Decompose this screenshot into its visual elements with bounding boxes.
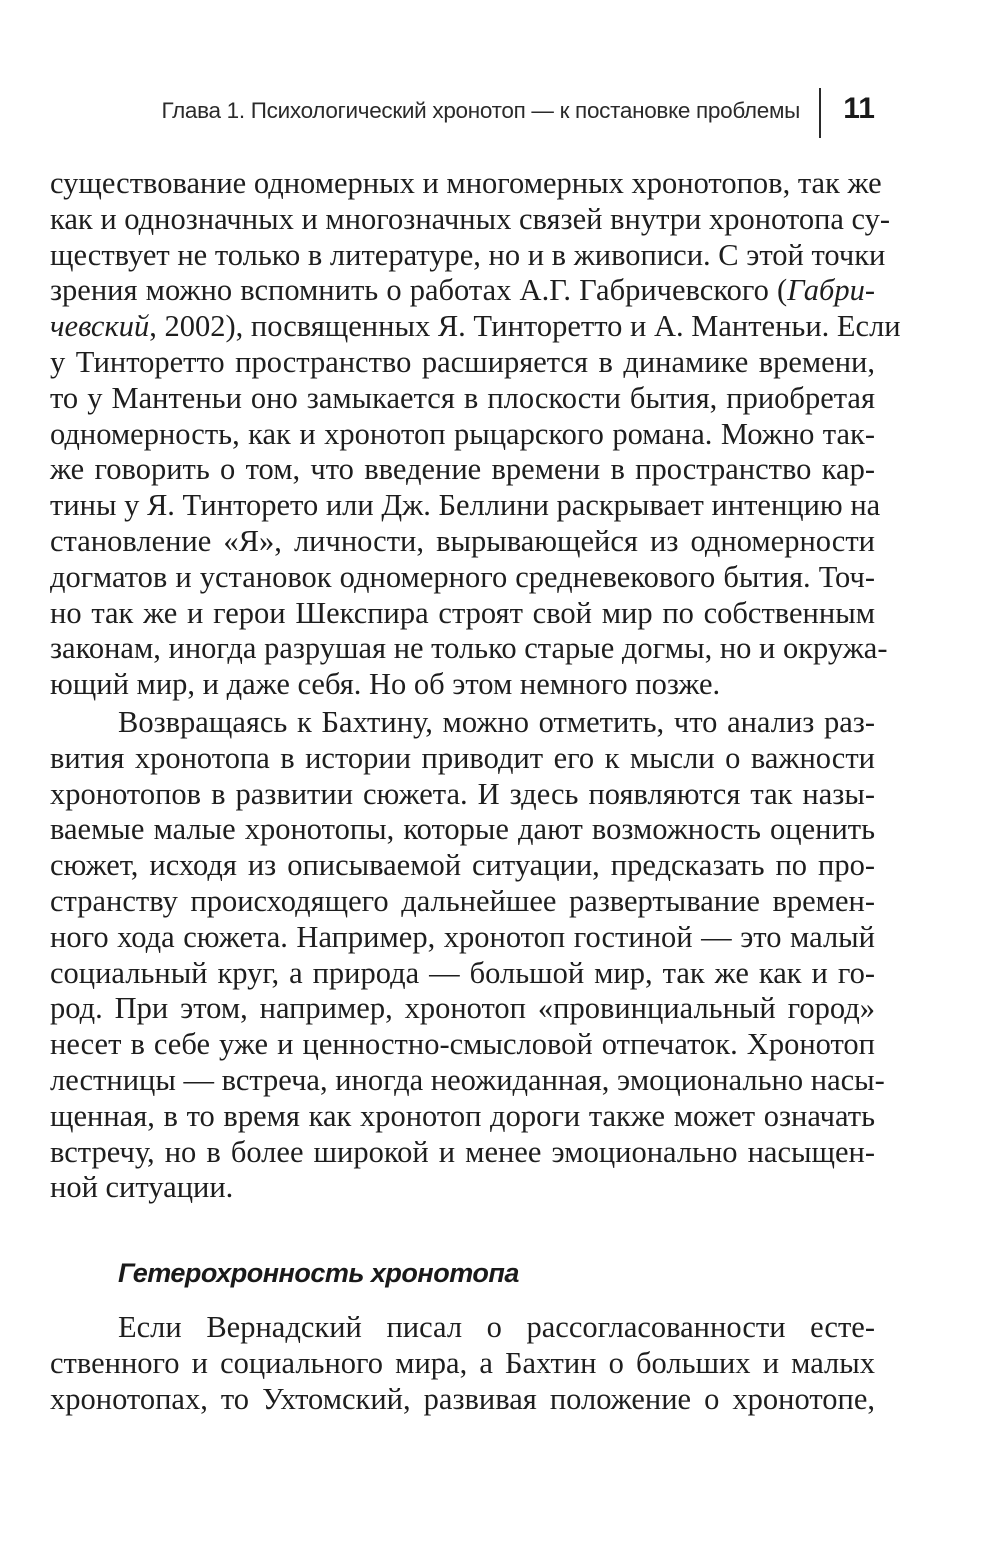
- text-line: [50, 273, 875, 309]
- text-line: ваемые малые хронотопы, которые дают возможность оценить: [50, 812, 875, 847]
- text-line: несет в себе уже и ценностно-смысловой отпечаток. Хронотоп: [50, 1027, 875, 1062]
- text-line: становление «Я», личности, вырывающейся из одномерности: [50, 523, 875, 558]
- text-line: законам, иногда разрушая не только старые догмы, но и окружа-: [50, 631, 888, 666]
- text-line: щенная, в то время как хронотоп дороги также может означать: [50, 1098, 875, 1133]
- paragraph-2: [50, 705, 885, 1206]
- citation-author: чевский: [50, 309, 150, 344]
- text-line: [50, 309, 901, 345]
- text-segment: , 2002), посвященных Я. Тинторетто и А. Мантеньи. Если: [149, 309, 901, 344]
- text-line: догматов и установок одномерного средневекового бытия. Точ-: [50, 559, 875, 594]
- text-line: существование одномерных и многомерных хронотопов, так же: [50, 166, 882, 200]
- text-line: Возвращаясь к Бахтину, можно отметить, что анализ раз-: [118, 705, 875, 739]
- text-line: одномерность, как и хронотоп рыцарского романа. Можно так-: [50, 416, 875, 451]
- text-line: хронотопов в развитии сюжета. И здесь появляются так назы-: [50, 776, 875, 811]
- text-line: встречу, но в более широкой и менее эмоционально насыщен-: [50, 1134, 875, 1169]
- text-line: но так же и герои Шекспира строят свой мир по собственным: [50, 595, 875, 630]
- text-line: вития хронотопа в истории приводит его к мысли о важности: [50, 740, 875, 775]
- paragraph-3: [50, 1310, 875, 1417]
- text-line: тины у Я. Тинторето или Дж. Беллини раскрывает интенцию на: [50, 488, 881, 523]
- text-line: то у Мантеньи оно замыкается в плоскости бытия, приобретая: [50, 380, 875, 415]
- text-line: же говорить о том, что введение времени в пространство кар-: [50, 452, 875, 487]
- text-line: странству происходящего дальнейшее развертывание времен-: [50, 883, 875, 918]
- text-line: ющий мир, и даже себя. Но об этом немного позже.: [50, 667, 721, 702]
- text-segment: зрения можно вспомнить о работах А.Г. Габричевского (: [50, 273, 788, 308]
- text-line: род. При этом, например, хронотоп «провинциальный город»: [50, 991, 875, 1026]
- citation-author: Габри-: [787, 273, 875, 308]
- text-line: Если Вернадский писал о рассогласованности есте-: [118, 1310, 875, 1344]
- text-line: у Тинторетто пространство расширяется в динамике времени,: [50, 344, 875, 379]
- text-line: ной ситуации.: [50, 1170, 234, 1205]
- text-line: как и однозначных и многозначных связей внутри хронотопа су-: [50, 201, 891, 236]
- text-line: ществует не только в литературе, но и в живописи. С этой точки: [50, 237, 886, 272]
- page-number: 11: [843, 92, 875, 125]
- text-line: ного хода сюжета. Например, хронотоп гостиной — это малый: [50, 919, 875, 954]
- section-heading: Гетерохронность хронотопа: [118, 1258, 519, 1288]
- text-line: социальный круг, а природа — большой мир, так же как и го-: [50, 955, 875, 990]
- paragraph-1: [50, 166, 901, 703]
- text-line: сюжет, исходя из описываемой ситуации, предсказать по про-: [50, 848, 875, 883]
- running-header: [100, 88, 875, 138]
- text-line: хронотопах, то Ухтомский, развивая положение о хронотопе,: [50, 1381, 875, 1416]
- text-line: лестницы — встреча, иногда неожиданная, эмоционально насы-: [50, 1062, 885, 1097]
- chapter-title: Глава 1. Психологический хронотоп — к постановке проблемы: [161, 98, 800, 123]
- header-divider: [819, 88, 821, 138]
- text-line: ственного и социального мира, а Бахтин о больших и малых: [50, 1345, 875, 1380]
